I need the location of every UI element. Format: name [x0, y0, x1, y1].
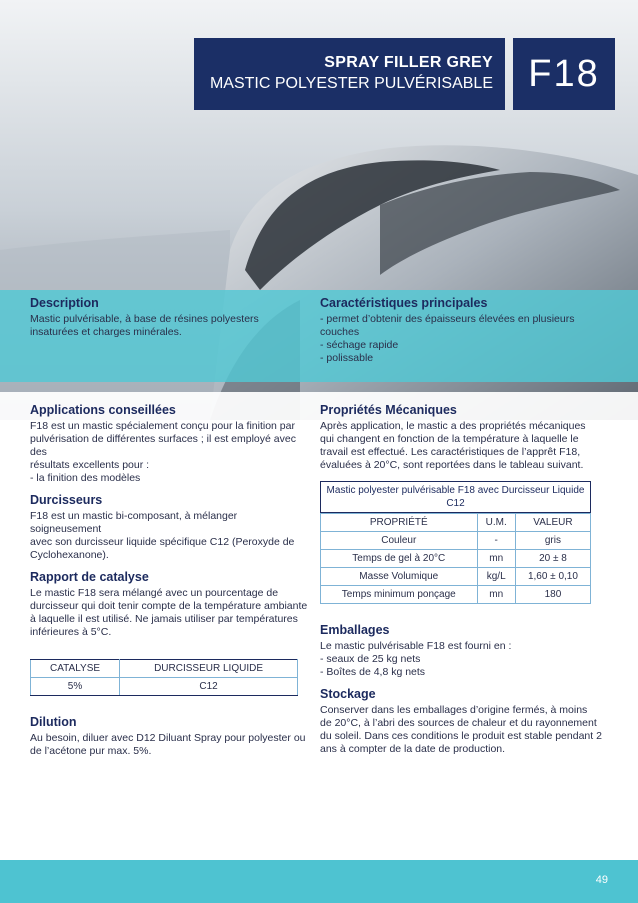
stockage-heading: Stockage	[320, 687, 376, 701]
product-subtitle: MASTIC POLYESTER PULVÉRISABLE	[209, 75, 493, 92]
right-column	[320, 404, 610, 756]
catalyse-table	[30, 659, 298, 696]
description-text: Mastic pulvérisable, à base de résines polyesters insaturées et charges minérales.	[30, 313, 259, 338]
table-cell: kg/L	[477, 568, 515, 586]
table-header: VALEUR	[515, 514, 590, 532]
footer-bar	[0, 860, 638, 903]
page-number: 49	[595, 874, 608, 886]
table-cell: 5%	[31, 678, 120, 696]
emballages-text: Le mastic pulvérisable F18 est fourni en : - seaux de 25 kg nets - Boîtes de 4,8 kg nets	[320, 640, 512, 678]
caracteristiques-item: - polissable	[320, 352, 374, 364]
table-cell: Couleur	[321, 532, 478, 550]
stockage-text: Conserver dans les emballages d’origine fermés, à moins de 20°C, à l’abri des sources de chaleur et du rayonnement du soleil. Dans ces conditions le produit est stable pendant 2 ans à compter de la date de production.	[320, 704, 602, 755]
dilution-text: Au besoin, diluer avec D12 Diluant Spray pour polyester ou de l’acétone pur max. 5%.	[30, 732, 306, 757]
table-row	[321, 586, 591, 604]
table-row	[321, 532, 591, 550]
table-cell: 20 ± 8	[515, 550, 590, 568]
applications-text: F18 est un mastic spécialement conçu pour la finition par pulvérisation de différentes surfaces ; il est employé avec des résultats excellents pour : - la finition des modèles	[30, 420, 296, 484]
table-header: DURCISSEUR LIQUIDE	[120, 660, 298, 678]
table-cell: mn	[477, 550, 515, 568]
table-row	[321, 568, 591, 586]
table-cell: 180	[515, 586, 590, 604]
emballages-heading: Emballages	[320, 623, 390, 637]
proprietes-heading: Propriétés Mécaniques	[320, 403, 457, 417]
description-section	[30, 297, 300, 339]
table-cell: gris	[515, 532, 590, 550]
left-column	[30, 404, 310, 758]
table-cell: C12	[120, 678, 298, 696]
caracteristiques-item: - permet d’obtenir des épaisseurs élevées en plusieurs couches	[320, 313, 575, 338]
table-header: PROPRIÉTÉ	[321, 514, 478, 532]
title-box	[194, 38, 505, 110]
product-title: SPRAY FILLER GREY	[324, 54, 493, 71]
durcisseurs-text: F18 est un mastic bi-composant, à mélanger soigneusement avec son durcisseur liquide spécifique C12 (Peroxyde de Cyclohexanone).	[30, 510, 295, 561]
proprietes-table	[320, 481, 591, 604]
rapport-text: Le mastic F18 sera mélangé avec un pourcentage de durcisseur qui doit tenir compte de la température ambiante à laquelle il est utilisé. Ne jamais utiliser par températures inférieures à 5°C.	[30, 587, 308, 638]
product-code: F18	[513, 38, 615, 110]
table-cell: Temps minimum ponçage	[321, 586, 478, 604]
caracteristiques-item: - séchage rapide	[320, 339, 399, 351]
table-cell: -	[477, 532, 515, 550]
table-cell: Masse Volumique	[321, 568, 478, 586]
durcisseurs-heading: Durcisseurs	[30, 493, 103, 507]
table-cell: 1,60 ± 0,10	[515, 568, 590, 586]
description-heading: Description	[30, 296, 99, 310]
table-caption: Mastic polyester pulvérisable F18 avec Durcisseur Liquide C12	[320, 481, 591, 513]
table-cell: mn	[477, 586, 515, 604]
table-cell: Temps de gel à 20°C	[321, 550, 478, 568]
caracteristiques-heading: Caractéristiques principales	[320, 296, 488, 310]
rapport-heading: Rapport de catalyse	[30, 570, 149, 584]
proprietes-text: Après application, le mastic a des propriétés mécaniques qui changent en fonction de la température à laquelle le travail est effectué. Les caractéristiques de l’apprêt F18, évaluées à 20°C, sont reportées dans le tableau suivant.	[320, 420, 586, 471]
dilution-heading: Dilution	[30, 715, 77, 729]
table-row	[321, 550, 591, 568]
caracteristiques-section	[320, 297, 610, 365]
table-header: CATALYSE	[31, 660, 120, 678]
table-header: U.M.	[477, 514, 515, 532]
applications-heading: Applications conseillées	[30, 403, 176, 417]
